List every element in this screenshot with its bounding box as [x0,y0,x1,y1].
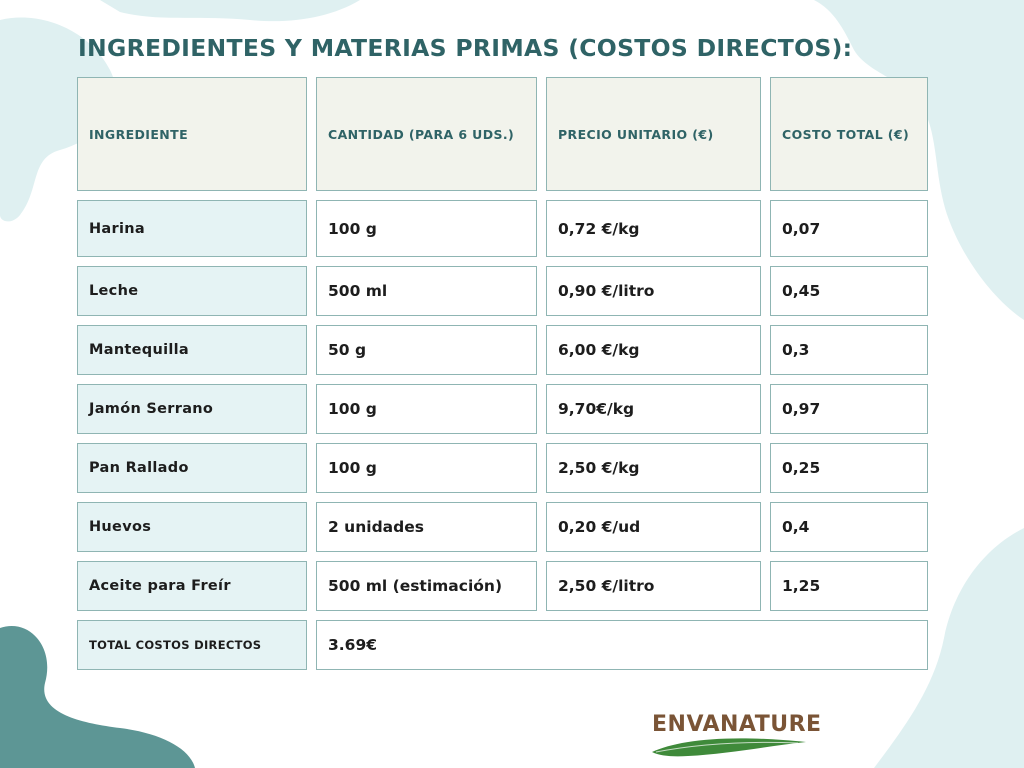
leaf-icon [648,732,808,758]
table-row-total-cost [770,200,928,257]
quantity-value: 100 g [328,219,377,238]
table-row-unit-price [546,561,761,611]
table-row-ingredient [77,561,307,611]
ingredient-name: Leche [89,283,139,299]
header-label: COSTO TOTAL (€) [782,126,910,142]
quantity-value: 500 ml (estimación) [328,577,503,595]
unit-price-value: 9,70€/kg [558,400,635,418]
header-cantidad [316,77,537,191]
table-row-quantity [316,200,537,257]
header-precio-unitario [546,77,761,191]
table-row-unit-price [546,502,761,552]
table-row-ingredient [77,502,307,552]
table-row-ingredient [77,200,307,257]
table-row-total-cost [770,325,928,375]
table-row-unit-price [546,443,761,493]
total-cost-value: 0,4 [782,518,810,536]
header-ingrediente [77,77,307,191]
ingredient-name: Pan Rallado [89,460,189,476]
table-row-ingredient [77,443,307,493]
table-row-unit-price [546,266,761,316]
table-row-unit-price [546,200,761,257]
table-row-quantity [316,325,537,375]
total-cost-value: 0,45 [782,282,821,300]
total-row-label [77,620,307,670]
envanature-logo [648,712,822,758]
table-row-quantity [316,502,537,552]
table-row-total-cost [770,443,928,493]
total-cost-value: 0,07 [782,219,821,238]
total-row-value [316,620,928,670]
ingredient-name: Mantequilla [89,342,189,358]
table-row-total-cost [770,384,928,434]
total-value: 3.69€ [328,636,378,654]
ingredient-name: Aceite para Freír [89,578,231,594]
unit-price-value: 0,72 €/kg [558,219,640,238]
quantity-value: 50 g [328,341,367,359]
decor-blob-top-center [100,0,360,30]
unit-price-value: 2,50 €/litro [558,577,655,595]
total-cost-value: 0,97 [782,400,821,418]
table-row-total-cost [770,502,928,552]
table-row-quantity [316,266,537,316]
total-cost-value: 1,25 [782,577,821,595]
table-row-ingredient [77,325,307,375]
total-cost-value: 0,3 [782,341,810,359]
table-row-quantity [316,384,537,434]
unit-price-value: 0,20 €/ud [558,518,641,536]
quantity-value: 100 g [328,459,377,477]
ingredient-name: Harina [89,220,145,237]
unit-price-value: 6,00 €/kg [558,341,640,359]
quantity-value: 500 ml [328,282,388,300]
table-row-ingredient [77,266,307,316]
unit-price-value: 0,90 €/litro [558,282,655,300]
total-cost-value: 0,25 [782,459,821,477]
unit-price-value: 2,50 €/kg [558,459,640,477]
ingredient-name: Huevos [89,519,152,535]
header-label: CANTIDAD (PARA 6 UDS.) [328,126,515,142]
header-costo-total [770,77,928,191]
header-label: PRECIO UNITARIO (€) [558,126,714,142]
table-row-quantity [316,443,537,493]
quantity-value: 2 unidades [328,518,424,536]
page-title: INGREDIENTES Y MATERIAS PRIMAS (COSTOS DIRECTOS): [78,34,853,62]
table-row-quantity [316,561,537,611]
total-label: TOTAL COSTOS DIRECTOS [89,638,262,652]
table-row-unit-price [546,325,761,375]
logo-text: ENVANATURE [652,712,822,737]
table-row-ingredient [77,384,307,434]
table-row-total-cost [770,266,928,316]
ingredient-name: Jamón Serrano [89,401,214,417]
table-row-unit-price [546,384,761,434]
table-row-total-cost [770,561,928,611]
header-label: INGREDIENTE [89,126,189,142]
quantity-value: 100 g [328,400,377,418]
